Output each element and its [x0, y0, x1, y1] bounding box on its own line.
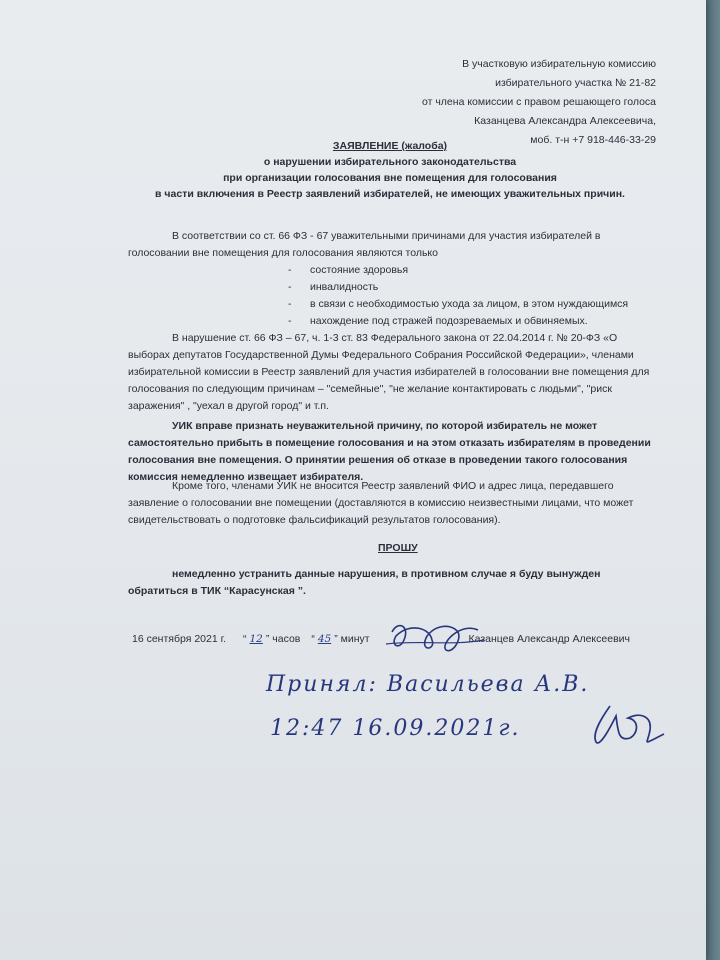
handwritten-received-by: Принял: Васильева А.В. [266, 672, 590, 697]
list-item: - в связи с необходимостью ухода за лицом, в этом нуждающимся [310, 296, 628, 313]
title-main: ЗАЯВЛЕНИЕ (жалоба) [332, 140, 448, 152]
request-text: немедленно устранить данные нарушения, в противном случае я буду вынужден обратиться в ТИК “Карасунская ”. [128, 568, 601, 597]
paragraph-additional: Кроме того, членами УИК не вносится Реестр заявлений ФИО и адрес лица, передавшего заявление о голосовании вне помещении (доставляются в комиссию неизвестными лицами, что может свидетельствовать о подготовке фальсификаций результатов голосования). [128, 480, 634, 526]
addressee-line: В участковую избирательную комиссию [462, 58, 656, 70]
minutes-label: минут [340, 633, 370, 645]
minutes-value: 45 [317, 633, 332, 645]
title-line: о нарушении избирательного законодательства [263, 156, 517, 168]
list-item: - инвалидность [310, 279, 628, 296]
list-item: - нахождение под стражей подозреваемых и обвиняемых. [310, 313, 628, 330]
addressee-line: от члена комиссии с правом решающего голоса [422, 96, 656, 108]
hours-label: часов [272, 633, 301, 645]
paragraph-legal-basis: В соответствии со ст. 66 ФЗ - 67 уважительными причинами для участия избирателей в голосовании вне помещения для голосования являются только [128, 230, 601, 259]
handwritten-time-date: 12:47 16.09.2021г. [270, 716, 521, 741]
hours-value: 12 [249, 633, 263, 645]
title-line: при организации голосования вне помещения для голосования [223, 172, 557, 184]
signature-date: 16 сентября 2021 г. [132, 633, 227, 645]
request-heading: ПРОШУ [378, 542, 418, 554]
addressee-line: избирательного участка № 21-82 [495, 77, 656, 89]
signature-line: 16 сентября 2021 г. “ 12 ” часов “ 45 ” минут Казанцев Александр Алексеевич [132, 633, 630, 645]
signer-name: Казанцев Александр Алексеевич [468, 633, 630, 645]
paragraph-commission-rights: УИК вправе признать неуважительной причину, по которой избиратель не может самостоятельно прибыть в помещение голосования и на этом отказать избирателям в проведении голосования вне помещения. О принятии решения об отказе в проведении такого голосования комиссия немедленно извещает избирателя. [128, 420, 651, 483]
background-edge [704, 0, 720, 960]
addressee-line: Казанцева Александра Алексеевича, [474, 115, 656, 127]
list-item: - состояние здоровья [310, 262, 628, 279]
paragraph-violation: В нарушение ст. 66 ФЗ – 67, ч. 1-3 ст. 83 Федерального закона от 22.04.2014 г. № 20-ФЗ «О выборах депутатов Государственной Думы Федерального Собрания Российской Федерации», членами избирательной комиссии в Реестр заявлений для участия избирателей в голосовании вне помещения для голосования по следующим причинам – "семейные", "не желание контактировать с людьми", "риск заражения" , "уехал в другой город" и т.п. [128, 332, 650, 412]
addressee-phone: моб. т-н +7 918-446-33-29 [530, 134, 656, 146]
title-line: в части включения в Реестр заявлений избирателей, не имеющих уважительных причин. [155, 188, 625, 200]
